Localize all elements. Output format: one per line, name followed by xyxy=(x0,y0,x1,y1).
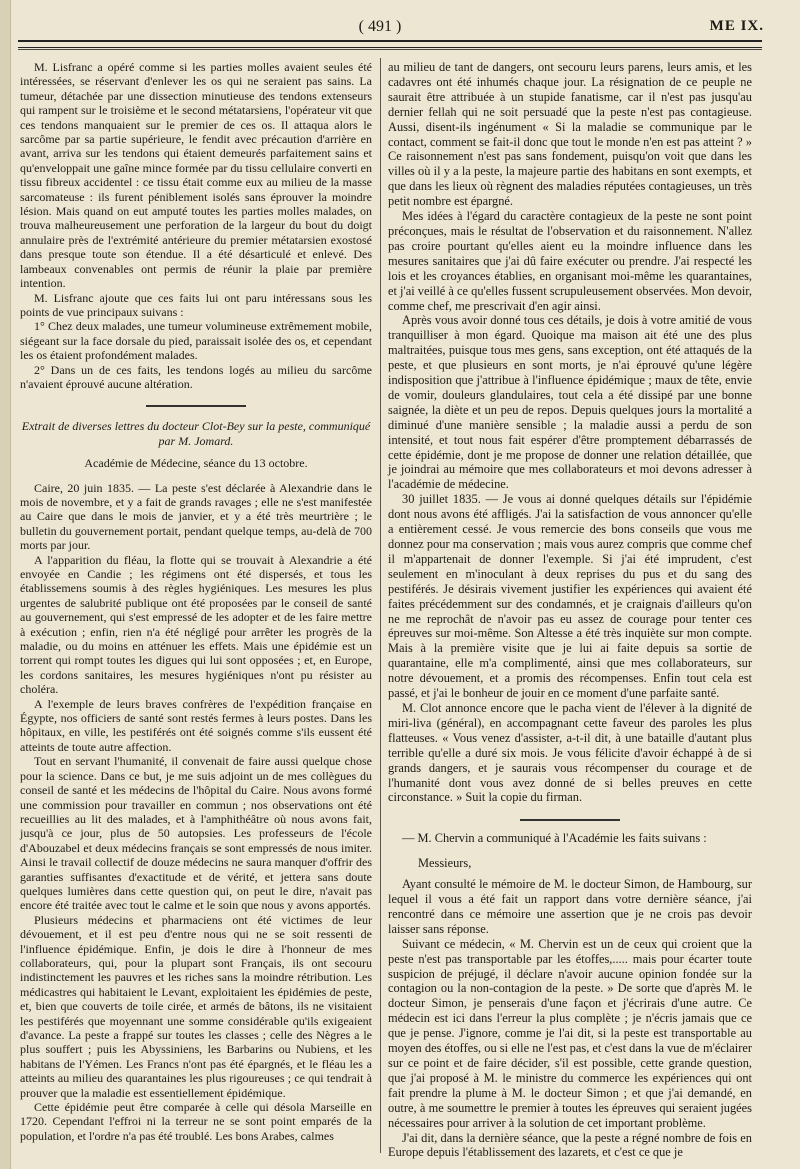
section-separator xyxy=(146,405,246,407)
paragraph: J'ai dit, dans la dernière séance, que la peste a régné nombre de fois en Europe depuis l'établissement des lazarets, et c'est ce que je xyxy=(388,1130,752,1160)
paragraph: Tout en servant l'humanité, il convenait de faire aussi quelque chose pour la science. Dans ce but, je me suis adjoint un de mes collègues du conseil de santé et les médecins de l'hôpital du Caire. Nous avons formé une commission pour travailler en commun ; nos observations ont été recueillies au lit des malades, et à l'amphithéâtre où nous avons fait, jusqu'à ce jour, plus de 50 autopsies. Les professeurs de l'école d'Abouzabel et deux médecins français se sont empressés de nous imiter. Ainsi le travail collectif de douze médecins ne saura manquer d'offrir des garanties suffisantes d'exactitude et de vérité, et jettera sans doute quelques lumières dans cette question qui, on peut le dire, n'avait pas encore été traitée avec tout le calme et le soin que nous y avons apportés. xyxy=(20,754,372,913)
running-title: ME IX. xyxy=(709,18,764,34)
paragraph: 30 juillet 1835. — Je vous ai donné quelques détails sur l'épidémie dont nous avons été affligés. J'ai la satisfaction de vous annoncer qu'elle a entièrement cessé. Je vous remercie des bons conseils que vous me donnez pour ma conservation ; mais vous aurez compris que comme chef il m'appartenait de donner l'exemple. Si j'ai été imprudent, c'est seulement en m'inoculant à deux reprises du pus et du sang des pestiférés. Je désirais vivement justifier les expériences qui avaient été faites précédemment sur des condamnés, et je craignais d'ailleurs qu'on ne me reprochât de n'avoir pas eu assez de courage pour tenter ces épreuves sur moi-même. Son Altesse a été très inquiète sur mon compte. Mais à la première visite que je lui ai faite depuis sa sortie de quarantaine, elle m'a complimenté, ainsi que mes collaborateurs, sur notre dévouement, et a promis des récompenses. Enfin tout cela est passé, et j'ai le bonheur de jouir en ce moment d'une parfaite santé. xyxy=(388,492,752,701)
paragraph: Mes idées à l'égard du caractère contagieux de la peste ne sont point préconçues, mais le résultat de l'observation et du raisonnement. N'allez pas croire pourtant qu'elles aient eu la moindre influence dans les mesures sanitaires que j'ai dû faire exécuter ou prendre. J'ai respecté les lois et les croyances établies, en organisant moi-même les quarantaines, et j'ai veillé à ce qu'elles fussent scrupuleusement observées. Mon devoir, comme chef, me prescrivait d'en agir ainsi. xyxy=(388,209,752,313)
paragraph: M. Clot annonce encore que le pacha vient de l'élever à la dignité de miri-liva (général), en accompagnant cette faveur des paroles les plus flatteuses. « Vous venez d'assister, a-t-il dit, à une bataille d'autant plus terrible qu'elle a duré six mois. Je vous félicite d'avoir échappé à de si grands dangers, et je saurais vous récompenser du courage et de l'humanité dont vous avez donné de si belles preuves en cette circonstance. » Suit la copie du firman. xyxy=(388,700,752,805)
paragraph: Plusieurs médecins et pharmaciens ont été victimes de leur dévouement, et il est peu d'entre nous qui ne se soit ressenti de l'influence épidémique. Enfin, je dois le dire à l'honneur de mes collaborateurs, qui, pour la plupart sont Français, ils ont secouru indistinctement les pauvres et les riches sans la moindre rétribution. Les médicastres qui habitaient le Levant, exploitaient les épidémies de peste, et, bien que couverts de toile cirée, et armés de bâtons, ils ne visitaient les pestiférés que moyennant une somme considérable qu'ils exigeaient d'avance. La peste a frappé sur toutes les classes ; celle des Nègres a le plus souffert ; puis les Abyssiniens, les Barbarins ou Nubiens, et les habitans de l'Yémen. Les Francs n'ont pas été épargnés, et le fléau les a atteints au milieu des quarantaines les plus rigoureuses ; ce qui tendrait à prouver que la maladie est essentiellement épidémique. xyxy=(20,912,372,1100)
article-title: Extrait de diverses lettres du docteur Clot-Bey sur la peste, communiqué par M. Jomard. xyxy=(21,419,371,448)
paragraph: 2° Dans un de ces faits, les tendons logés au milieu du sarcôme n'avaient éprouvé aucune altération. xyxy=(20,362,372,391)
session-heading: Académie de Médecine, séance du 13 octobre. xyxy=(84,456,308,471)
paragraph: Suivant ce médecin, « M. Chervin est un de ceux qui croient que la peste n'est pas transportable par les étoffes,..... mais pour écarter toute suspicion de préjugé, il déclare n'avoir aucune opinion fondée sur la contagion ou la non-contagion de la peste. » De sorte que d'après M. le docteur Simon, je penserais d'une façon et j'écrirais d'une autre. Ce médecin est ici dans l'erreur la plus complète ; je n'écris jamais que ce que je pense. J'ignore, comme je l'ai dit, si la peste est transportable au moyen des étoffes, ou si elle ne l'est pas, et c'est dans la vue de m'éclairer sur ce point et de faire décider, s'il est possible, cette grande question, que j'ai proposé à M. le ministre du commerce les expériences qui ont fait prendre la plume à M. le docteur Simon ; et que j'ai demandé, en outre, à me soumettre le premier à toutes les épreuves qui seraient jugées nécessaires pour arriver à la solution de cet important problème. xyxy=(388,936,752,1130)
header-double-rule xyxy=(18,40,762,48)
paragraph: Ayant consulté le mémoire de M. le docteur Simon, de Hambourg, sur lequel il vous a été fait un rapport dans votre dernière séance, j'ai rencontré dans ce mémoire une assertion que je ne crois pas devoir laisser sans réponse. xyxy=(388,877,752,936)
paragraph: Caire, 20 juin 1835. — La peste s'est déclarée à Alexandrie dans le mois de novembre, et y a fait de grands ravages ; elle ne s'est manifestée au Caire que dans le mois de janvier, et y a été très meurtrière ; le bulletin du gouvernement portait, pendant quelque temps, au-delà de 700 morts par jour. xyxy=(20,480,372,553)
page-number: ( 491 ) xyxy=(358,18,402,35)
paragraph: Cette épidémie peut être comparée à celle qui désola Marseille en 1720. Cependant l'effroi ni la terreur ne se sont point emparés de la population, et l'ordre n'a pas été troublé. Les bons Arabes, calmes xyxy=(20,1100,372,1143)
paragraph: Après vous avoir donné tous ces détails, je dois à votre amitié de vous tranquilliser à mon égard. Quoique ma maison ait été une des plus maltraitées, puisque tous mes gens, sans exception, ont été attaqués de la peste, et que plusieurs en sont morts, je n'ai éprouvé qu'une légère indisposition que j'attribue à l'influence épidémique ; maux de tête, envie de vomir, douleurs glandulaires, tout cela a été dissipé par une bonne saignée, la diète et un peu de repos. Depuis quelques jours la mortalité a diminué d'une manière sensible ; la maladie aussi a perdu de son intensité, et tout nous fait espérer d'être promptement débarrassés de cette épidémie, dont je me propose de donner une relation détaillée, que je joindrai au mémoire que mes collaborateurs et moi devons adresser à l'académie de médecine. xyxy=(388,313,752,492)
right-column xyxy=(388,60,752,1160)
section-separator xyxy=(520,819,620,821)
paragraph: au milieu de tant de dangers, ont secouru leurs parens, leurs amis, et les cadavres ont été inhumés chaque jour. La résignation de ce peuple ne saurait être attribuée à un stupide fanatisme, car il n'est pas jusqu'au dernier fellah qui ne soit persuadé que la peste n'est pas contagieuse. Aussi, disent-ils ingénument « Si la maladie se communique par le contact, comment se fait-il donc que tout le monde n'en est pas atteint ? » Ce raisonnement n'est pas sans fondement, puisqu'on voit que dans les villes où il y a la peste, la majeure partie des habitans en sont exempts, et que dans les lieux où règnent des maladies réputées contagieuses, un très petit nombre est épargné. xyxy=(388,60,752,209)
paragraph: A l'exemple de leurs braves confrères de l'expédition française en Égypte, nos officiers de santé sont restés fermes à leurs postes. Dans les hôpitaux, en ville, les pestiférés ont été soignés comme s'ils eussent été atteints de toute autre affection. xyxy=(20,696,372,754)
paragraph: M. Lisfranc ajoute que ces faits lui ont paru intéressans sous les points de vue principaux suivans : xyxy=(20,290,372,319)
column-divider xyxy=(380,58,381,1153)
page-header xyxy=(0,18,800,40)
page-edge xyxy=(0,0,11,1169)
paragraph: — M. Chervin a communiqué à l'Académie les faits suivans : xyxy=(402,831,707,846)
salutation: Messieurs, xyxy=(418,856,472,871)
paragraph: A l'apparition du fléau, la flotte qui se trouvait à Alexandrie a été envoyée en Candie ; les régimens ont été dispersés, et tous les établissemens soumis à des règles hygiéniques. Les mesures les plus urgentes de salubrité publique ont été proposées par le conseil de santé au gouvernement, qui s'est empressé de les adopter et de les faire mettre à exécution ; enfin, rien n'a été négligé pour arrêter les progrès de la maladie, ou du moins en atténuer les effets. Mais une épidémie est un torrent qui rompt toutes les digues qui lui sont opposées ; et, en Europe, les cordons sanitaires, les mesures hygiéniques n'ont pu résister au choléra. xyxy=(20,552,372,697)
paragraph: M. Lisfranc a opéré comme si les parties molles avaient seules été intéressées, se réservant d'enlever les os qui ne seraient pas sains. La tumeur, détachée par une dissection minutieuse des tendons extenseurs qui rampent sur le troisième et le second métatarsiens, l'opérateur vit que ces tendons manquaient sur le premier de ces os. Il attaqua alors le sarcôme par sa partie supérieure, le fendit avec précaution d'arrière en avant, arriva sur les tendons qui étaient demeurés parfaitement sains et qu'enveloppait une gaîne mince formée par du tissu cellulaire converti en tissu fibreux accidentel : ce tissu était comme eux au milieu de la masse sarcomateuse : ils furent péniblement isolés sans éprouver la moindre lésion. Mais quand on eut amputé toutes les parties molles malades, on trouva malheureusement une perforation de la largeur du bout du doigt annulaire près de l'extrémité antérieure du premier métatarsien exostosé dans presque toute son étendue. Il a été désarticulé et enlevé. Des lambeaux convenables ont permis de réunir la plaie par première intention. xyxy=(20,60,372,291)
header-rule xyxy=(18,49,762,50)
left-column xyxy=(20,60,372,1143)
paragraph: 1° Chez deux malades, une tumeur volumineuse extrêmement mobile, siégeant sur la face dorsale du pied, paraissait isolée des os, et cependant les os étaient profondément malades. xyxy=(20,319,372,363)
